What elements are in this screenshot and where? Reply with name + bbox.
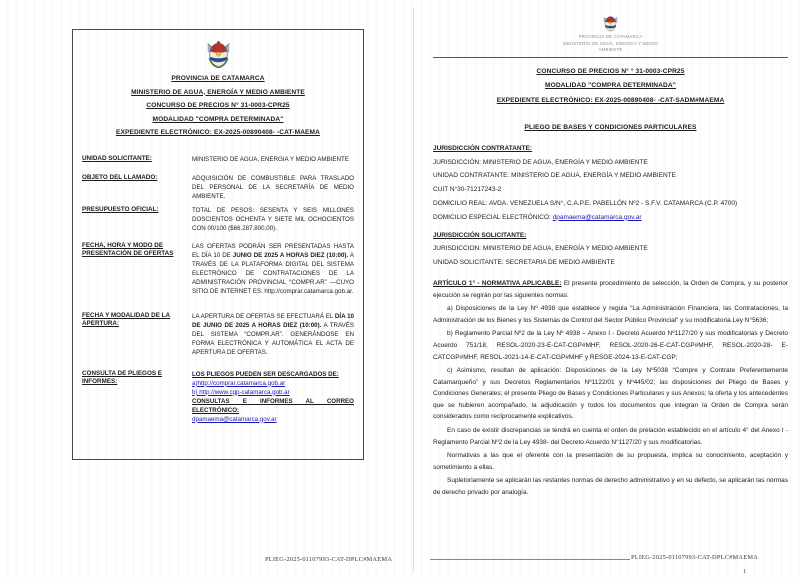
articulo-1-intro-text: El presente procedimiento de selección, la Orden de Compra, y su posterior ejecución se regirán por las siguientes normas:: [433, 279, 789, 299]
field-label: FECHA Y MODALIDAD DE LA APERTURA:: [82, 311, 171, 328]
right-header-expediente: EXPEDIENTE ELECTRÓNICO: EX-2025-00890408- -CAT-SADM#MAEMA: [496, 96, 725, 104]
unidad-solicitante-line: UNIDAD SOLICITANTE: SECRETARIA DE MEDIO AMBIENTE: [433, 259, 615, 267]
right-page-body: [433, 145, 788, 499]
articulo-1-supletorio: Supletoriamente se aplicarán las restantes normas de derecho administrativo y en su defecto, se aplicarán las normas de derecho privado por analogía.: [433, 477, 788, 497]
value-text: A TRAVÉS DE LA PLATAFORMA DIGITAL DEL SISTEMA ELECTRÓNICO DE CONTRATACIONES DE LA ADMINISTRACIÓN PROVINCIAL “COMPR.AR” —CUYO SITIO DE INTERNET ES: http://comprar.catamarca.gob.ar.: [192, 251, 354, 295]
field-label: UNIDAD SOLICITANTE:: [82, 154, 152, 162]
articulo-1-item-b: b) Reglamento Parcial Nº2 de la Ley Nº 4938 – Anexo I - Decreto Acuerdo Nº1127/20 y sus modificatorias y Decreto Acuerdo 751/18, RESOL-2020-23-E-CAT-CGP#MHF, RESOL-2020-26-E-CAT-CGP#MHF, RESOL-2020-28- E-CATCGP#MHF, RESOL-2021-14-E-CAT-CGP#MHF y RESGE-2024-13-E-CAT-CGP;: [433, 330, 788, 361]
logo-caption-province: PROVINCIA DE CATAMARCA: [578, 34, 643, 39]
field-row-consulta-pliegos: [82, 370, 354, 424]
right-page-footer-code: PLIEG-2025-01107993-CAT-DPLC#MAEMA: [631, 554, 759, 561]
domicilio-real-line: DOMICILIO REAL: AVDA. VENEZUELA S/N°, C.A.P.E. PABELLÓN Nº2 - S.F.V. CATAMARCA (C.P. 4700): [433, 199, 738, 207]
header-divider: [433, 57, 788, 58]
right-header-concurso: CONCURSO DE PRECIOS N° ° 31-0003-CPR25: [536, 67, 685, 75]
link-comprar-catamarca[interactable]: a)http://comprar.catamarca.gob.ar: [192, 379, 286, 387]
consult-heading: CONSULTAS E INFORMES AL CORREO ELECTRÓNICO:: [192, 397, 354, 414]
left-page-frame: [72, 29, 364, 460]
unidad-contratante-line: UNIDAD CONTRATANTE: MINISTERIO DE AGUA, ENERGÍA Y MEDIO AMBIENTE: [433, 172, 676, 180]
jurisdiccion-solicitante-heading: JURISDICCIÓN SOLICITANTE:: [433, 231, 527, 239]
value-bold-date: DÍA 10 DE JUNIO DE 2025 A HORAS DIEZ (10:00).: [192, 312, 354, 329]
domicilio-electronico-label: DOMICILIO ESPECIAL ELECTRÓNICO:: [433, 213, 553, 221]
field-row-fecha-apertura: [82, 312, 354, 357]
field-label: CONSULTA DE PLIEGOS E INFORMES:: [82, 369, 162, 386]
cuit-line: CUIT N°30-71217243-2: [433, 186, 502, 194]
document-page-right: [425, 6, 795, 576]
logo-caption-ministry: MINISTERIO DE AGUA, ENERGÍA Y MEDIO: [563, 40, 658, 46]
articulo-1-heading: ARTÍCULO 1° - NORMATIVA APLICABLE:: [433, 279, 562, 287]
articulo-1-intro: [433, 278, 788, 301]
field-value: MINISTERIO DE AGUA, ENERGIA Y MEDIO AMBIENTE: [192, 155, 349, 163]
document-page-left: [40, 8, 414, 572]
field-row-presupuesto: [82, 206, 354, 233]
field-row-objeto: [82, 174, 354, 201]
value-text: A TRAVÉS DEL SISTEMA “COMPR.AR”. GENERÁNDOSE EN FORMA ELECTRÓNICA Y AUTOMÁTICA EL ACTA DE APERTURA DE OFERTAS.: [192, 321, 354, 356]
field-value: [192, 312, 354, 357]
footer-divider-line: [430, 559, 630, 560]
articulo-1-item-a: a) Disposiciones de la Ley Nº 4938 que establece y regula “La Administración Financiera, las Contrataciones, la Administración de los Bienes y los Sistemas de Control del Sector Público Provincial” y su modificatoria Ley N°5636;: [433, 305, 788, 324]
articulo-1-normativas: Normativas a las que el oferente con la presentación de su propuesta, implica su conocimiento, aceptación y sometimiento a ellas.: [433, 452, 788, 471]
field-value: ADQUISICIÓN DE COMBUSTIBLE PARA TRASLADO DEL PERSONAL DE LA SECRETARÍA DE MEDIO AMBIENTE.: [192, 174, 354, 200]
field-value: [192, 242, 354, 296]
articulo-1-section: [433, 278, 788, 499]
catamarca-coat-of-arms-icon: [82, 38, 354, 69]
field-label: PRESUPUESTO OFICIAL:: [82, 205, 159, 213]
jurisdiccion-line: JURISDICCIÓN: MINISTERIO DE AGUA, ENERGÍA Y MEDIO AMBIENTE: [433, 158, 648, 166]
field-value: TOTAL DE PESOS: SESENTA Y SEIS MILLONES DOSCIENTOS OCHENTA Y SIETE MIL OCHOCIENTOS CON 00/100 ($66.287.800,00).: [192, 206, 354, 232]
link-email-dpamaema[interactable]: dpamaema@catamarca.gov.ar: [192, 415, 277, 423]
articulo-1-prelacion: En caso de existir discrepancias se tendrá en cuenta el orden de prelación establecido en el artículo 4° del Anexo I - Reglamento Parcial Nº2 de la Ley 4938- del Decreto Acuerdo N°1127/20 y sus modificatorias.: [433, 427, 788, 446]
field-label: OBJETO DEL LLAMADO:: [82, 173, 158, 181]
left-fields-table: [82, 155, 354, 424]
left-header-expediente: EXPEDIENTE ELECTRÓNICO: EX-2025-00890408- -CAT-MAEMA: [115, 129, 321, 136]
link-cgp-catamarca[interactable]: b) http://www.cgp-catamarca.gob.ar: [192, 388, 290, 396]
link-email-dpamaema[interactable]: dpamaema@catamarca.gov.ar: [552, 213, 642, 221]
document-title: PLIEGO DE BASES Y CONDICIONES PARTICULARES: [524, 124, 697, 132]
field-value: [192, 370, 354, 424]
right-page-column: [433, 6, 788, 499]
field-label: FECHA, HORA Y MODO DE PRESENTACIÓN DE OFERTAS: [82, 241, 174, 258]
value-bold-date: JUNIO DE 2025 A HORAS DIEZ (10:00).: [232, 251, 349, 259]
left-header-province: PROVINCIA DE CATAMARCA: [171, 75, 265, 82]
right-header-modalidad: MODALIDAD "COMPRA DETERMINADA": [545, 82, 676, 90]
download-heading: LOS PLIEGOS PUEDEN SER DESCARGADOS DE:: [192, 370, 339, 378]
domicilio-electronico-line: [433, 214, 788, 223]
left-header-concurso: CONCURSO DE PRECIOS N° 31-0003-CPR25: [146, 102, 290, 109]
value-text: LAS OFERTAS PODRÁN SER PRESENTADAS HASTA EL DÍA 10 DE: [192, 242, 354, 259]
page-number: 1: [743, 568, 747, 575]
jurisdiccion-solicitante-line: JURISDICCION: MINISTERIO DE AGUA, ENERGÍA Y MEDIO AMBIENTE: [433, 245, 648, 253]
value-text: LA APERTURA DE OFERTAS SE EFECTUARÁ EL: [192, 312, 335, 320]
logo-caption-ambiente: AMBIENTE: [598, 47, 623, 53]
jurisdiccion-contratante-heading: JURISDICCIÓN CONTRATANTE:: [433, 144, 533, 152]
left-page-footer-code: PLIEG-2025-01107993-CAT-DPLC#MAEMA: [265, 556, 393, 563]
field-row-unidad-solicitante: [82, 155, 354, 164]
field-row-fecha-presentacion: [82, 242, 354, 296]
left-header-ministry: MINISTERIO DE AGUA, ENERGÍA Y MEDIO AMBIENTE: [131, 88, 305, 96]
catamarca-coat-of-arms-icon: [433, 6, 788, 53]
articulo-1-item-c: c) Asimismo, resultan de aplicación: Disposiciones de la Ley Nº5038 “Compre y Contrate Preferentemente Catamarqueño” y sus Decretos Reglamentarios Nº1122/01 y Nº445/02; las disposiciones del Pliego de Bases y Condiciones Generales; el presente Pliego de Bases y Condiciones Particulares y sus Anexos; la oferta y los antecedentes que se hubieren acompañado, la adjudicación y todos los documentos que integran la Orden de Compra serán considerados como recíprocamente explicativos.: [433, 367, 788, 421]
left-header-modalidad: MODALIDAD "COMPRA DETERMINADA": [152, 115, 284, 123]
